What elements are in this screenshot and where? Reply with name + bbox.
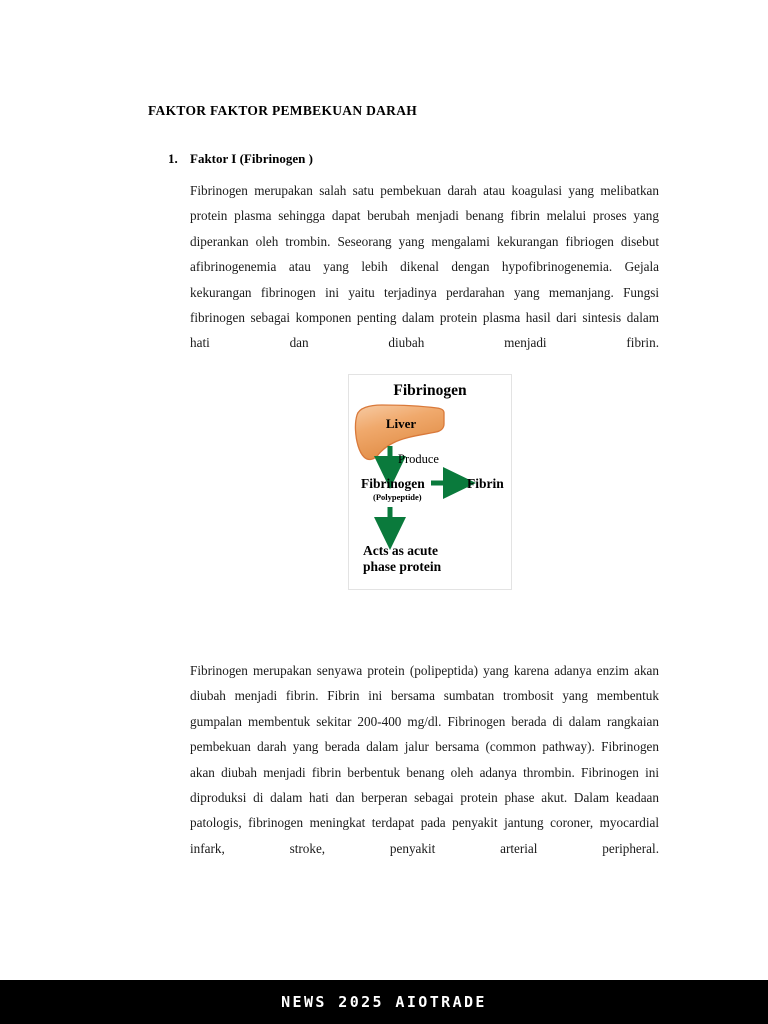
liver-label-text: Liver [385,416,417,431]
fibrinogen-node-text: Fibrinogen [361,476,425,491]
footer-banner-text: NEWS 2025 AIOTRADE [281,993,487,1011]
produce-label-text: Produce [398,452,439,466]
fibrin-node-text: Fibrin [467,476,504,491]
body-paragraph-2: Fibrinogen merupakan senyawa protein (polipeptida) yang karena adanya enzim akan diubah menjadi fibrin. Fibrin ini bersama sumbatan trombosit yang membentuk gumpalan membentuk sekitar 200-400 mg/dl. Fibrinogen berada di dalam rangkaian pembekuan darah yang berada dalam jalur bersama (common pathway). Fibrinogen akan diubah menjadi fibrin berbentuk benang oleh adanya thrombin. Fibrinogen ini diproduksi di dalam hati dan berperan sebagai protein phase akut. Dalam keadaan patologis, fibrinogen meningkat terdapat pada penyakit jantung coroner, myocardial infark, stroke, penyakit arterial peripheral. [190,663,659,856]
body-paragraph-1: Fibrinogen merupakan salah satu pembekuan darah atau koagulasi yang melibatkan protein plasma sehingga dapat berubah menjadi benang fibrin melalui proses yang diperankan oleh trombin. Seseorang yang mengalami kekurangan fibriogen disebut afibrinogenemia atau yang lebih dikenal dengan hypofibrinogenemia. Gejala kekurangan fibrinogen ini yaitu terjadinya perdarahan yang memanjang. Fungsi fibrinogen sebagai komponen penting dalam protein plasma hasil dari sintesis dalam hati dan diubah menjadi fibrin. [190,183,659,351]
polypeptide-subtext: (Polypeptide) [373,492,422,502]
list-item-marker: 1. [168,151,178,166]
acute-phase-line-2: phase protein [363,559,442,574]
fibrinogen-figure [348,374,512,590]
figure-title-text: Fibrinogen [393,382,467,399]
page-title: FAKTOR FAKTOR PEMBEKUAN DARAH [148,103,418,118]
fibrinogen-diagram-svg [349,375,511,589]
list-item-heading: Faktor I (Fibrinogen ) [190,151,313,166]
acute-phase-line-1: Acts as acute [363,543,438,558]
footer-banner [0,980,768,1024]
